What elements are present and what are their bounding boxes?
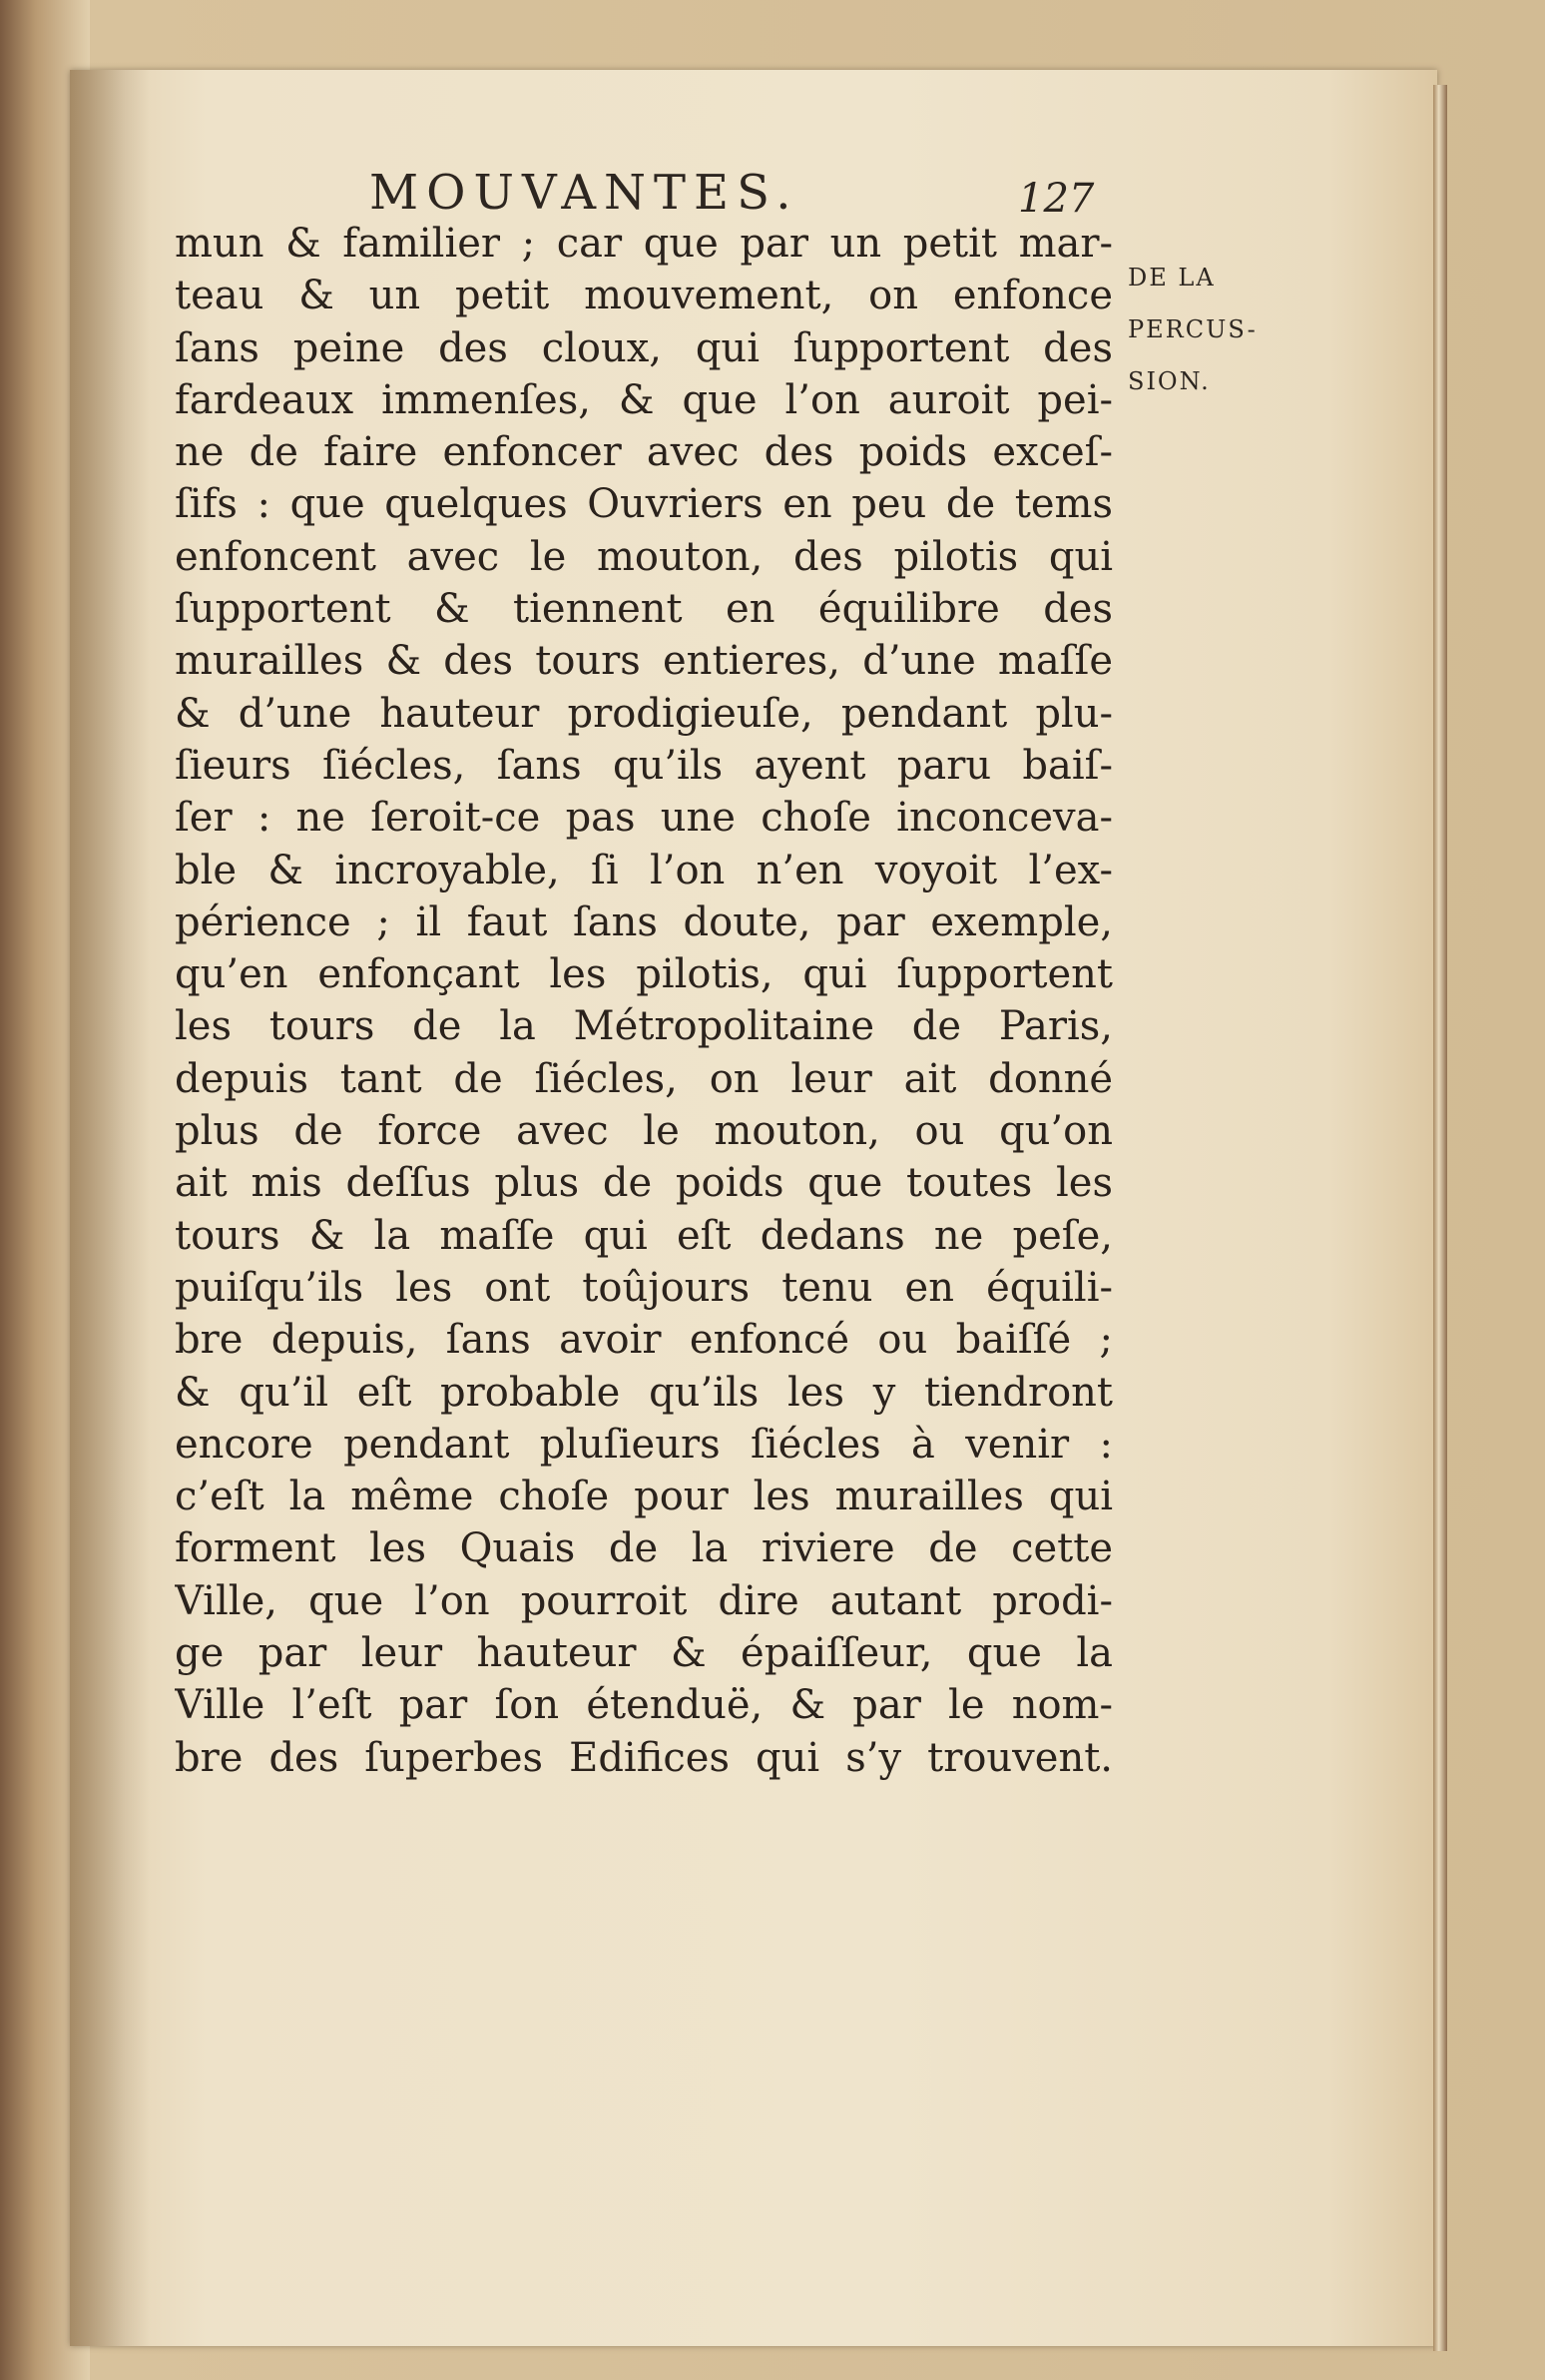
- text-line: ſupportent & tiennent en équilibre des: [175, 586, 1113, 633]
- text-line: ait mis deſſus plus de poids que toutes les: [175, 1160, 1113, 1207]
- text-line: c’eſt la même choſe pour les murailles qui: [175, 1474, 1113, 1520]
- text-line: ſer : ne ſeroit-ce pas une choſe inconceva-: [175, 795, 1113, 842]
- text-line: tours & la maſſe qui eſt dedans ne peſe,: [175, 1212, 1113, 1259]
- text-line: teau & un petit mouvement, on enfonce: [175, 273, 1113, 319]
- text-line: enfoncent avec le mouton, des pilotis qui: [175, 533, 1113, 580]
- text-line: ble & incroyable, ſi l’on n’en voyoit l’ex-: [175, 847, 1113, 893]
- text-line: & d’une hauteur prodigieuſe, pendant plu-: [175, 690, 1113, 737]
- margin-note: [1128, 252, 1258, 407]
- page-number: 127: [1018, 176, 1095, 222]
- text-line: depuis tant de ſiécles, on leur ait donné: [175, 1055, 1113, 1102]
- text-line: Ville, que l’on pourroit dire autant prodi-: [175, 1577, 1113, 1624]
- text-line: plus de force avec le mouton, ou qu’on: [175, 1108, 1113, 1155]
- text-line: ſans peine des cloux, qui ſupportent des: [175, 324, 1113, 371]
- text-line: ſieurs ſiécles, ſans qu’ils ayent paru baiſ-: [175, 742, 1113, 789]
- text-line: ne de faire enfoncer avec des poids exceſ-: [175, 429, 1113, 476]
- text-line: périence ; il faut ſans doute, par exemple,: [175, 898, 1113, 945]
- text-line: bre depuis, ſans avoir enfoncé ou baiſſé ;: [175, 1317, 1113, 1364]
- running-title: MOUVANTES.: [369, 165, 799, 221]
- margin-note-line: PERCUS-: [1128, 315, 1258, 343]
- text-line: ge par leur hauteur & épaiſſeur, que la: [175, 1630, 1113, 1677]
- page-fore-edge: [1433, 85, 1447, 2351]
- text-line: ſifs : que quelques Ouvriers en peu de tems: [175, 481, 1113, 528]
- text-line: encore pendant pluſieurs ſiécles à venir :: [175, 1421, 1113, 1468]
- text-line: Ville l’eſt par ſon étenduë, & par le nom-: [175, 1682, 1113, 1729]
- text-line: fardeaux immenſes, & que l’on auroit pei-: [175, 376, 1113, 423]
- margin-note-line: DE LA: [1128, 264, 1216, 292]
- text-line: les tours de la Métropolitaine de Paris,: [175, 1003, 1113, 1050]
- text-line: forment les Quais de la riviere de cette: [175, 1525, 1113, 1572]
- text-line: murailles & des tours entieres, d’une maſſe: [175, 638, 1113, 685]
- text-line: puiſqu’ils les ont toûjours tenu en équili-: [175, 1264, 1113, 1311]
- body-text: [175, 218, 1113, 1784]
- text-line: mun & familier ; car que par un petit mar-: [175, 221, 1113, 267]
- text-line: & qu’il eſt probable qu’ils les y tiendront: [175, 1369, 1113, 1416]
- margin-note-line: SION.: [1128, 367, 1211, 395]
- text-line: qu’en enfonçant les pilotis, qui ſupportent: [175, 951, 1113, 998]
- text-line: bre des ſuperbes Edifices qui s’y trouvent.: [175, 1734, 1113, 1781]
- gutter-shadow: [70, 70, 150, 2346]
